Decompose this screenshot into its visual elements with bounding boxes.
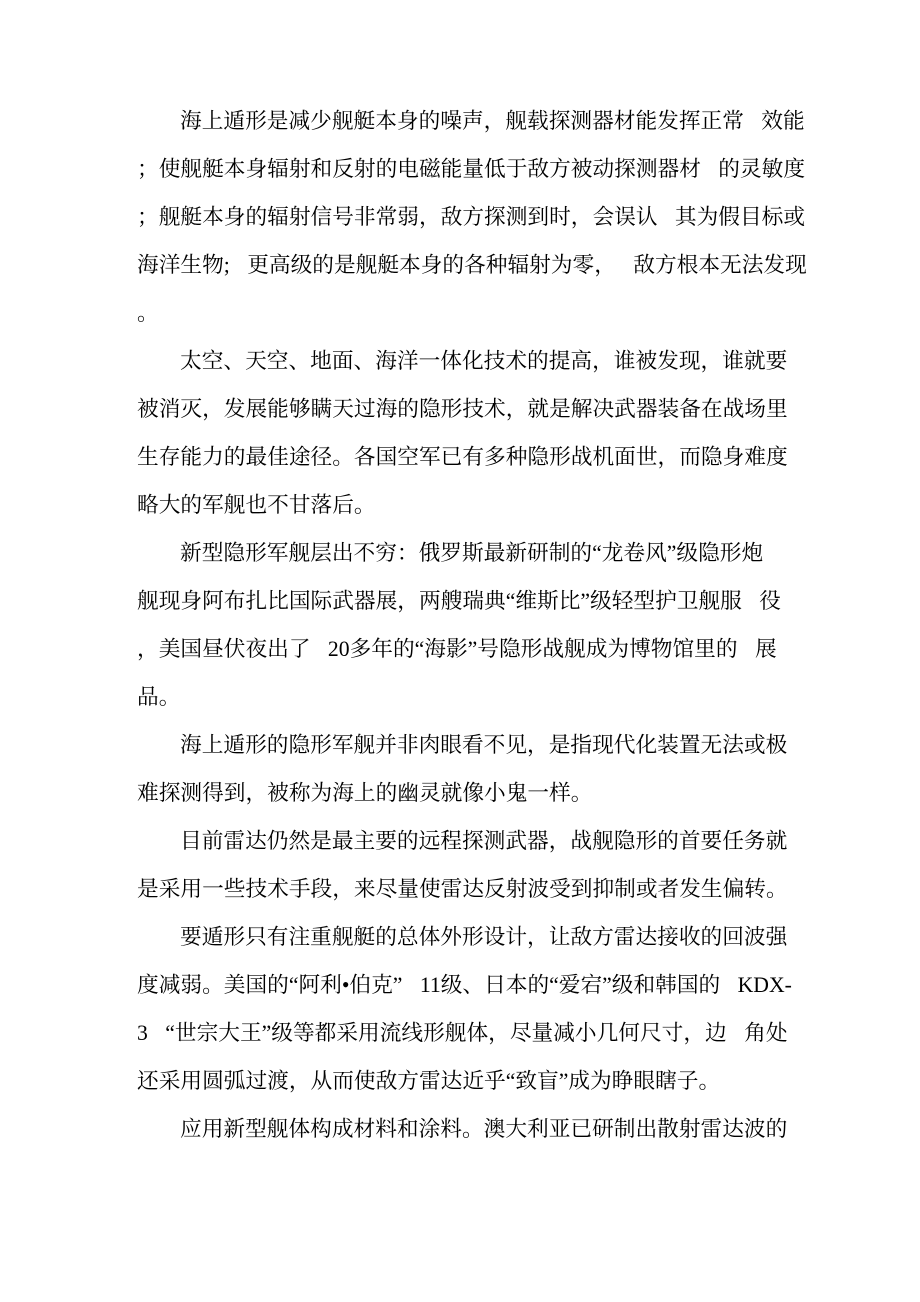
text-line: 生存能力的最佳途径。各国空军已有多种隐形战机面世，而隐身难度	[137, 445, 788, 469]
text-line: 海上遁形的隐形军舰并非肉眼看不见，是指现代化装置无法或极	[180, 733, 788, 757]
text-line: 太空、天空、地面、海洋一体化技术的提高，谁被发现，谁就要	[180, 349, 788, 373]
text-line: 度减弱。美国的“阿利•伯克” 11级、日本的“爱宕”级和韩国的 KDX-	[137, 973, 792, 997]
text-line: 是采用一些技术手段，来尽量使雷达反射波受到抑制或者发生偏转。	[137, 877, 788, 901]
text-line: 品。	[137, 685, 181, 709]
document-body	[137, 97, 807, 1153]
text-line: 还采用圆弧过渡，从而使敌方雷达近乎“致盲”成为睁眼瞎子。	[137, 1069, 721, 1093]
text-line: 3 “世宗大王”级等都采用流线形舰体，尽量减小几何尺寸，边 角处	[137, 1021, 788, 1045]
text-line: ；使舰艇本身辐射和反射的电磁能量低于敌方被动探测器材 的灵敏度	[137, 157, 806, 181]
text-line: 略大的军舰也不甘落后。	[137, 493, 376, 517]
text-line: 目前雷达仍然是最主要的远程探测武器，战舰隐形的首要任务就	[180, 829, 788, 853]
text-line: 应用新型舰体构成材料和涂料。澳大利亚已研制出散射雷达波的	[180, 1117, 788, 1141]
text-line: 舰现身阿布扎比国际武器展，两艘瑞典“维斯比”级轻型护卫舰服 役	[137, 589, 781, 613]
text-line: ，美国昼伏夜出了 20多年的“海影”号隐形战舰成为博物馆里的 展	[137, 637, 777, 661]
text-line: 被消灭，发展能够瞒天过海的隐形技术，就是解决武器装备在战场里	[137, 397, 788, 421]
text-line: 海上遁形是减少舰艇本身的噪声，舰载探测器材能发挥正常 效能	[180, 109, 805, 133]
text-line: 。	[137, 301, 159, 325]
text-line: 海洋生物; 更高级的是舰艇本身的各种辐射为零， 敌方根本无法发现	[137, 253, 807, 277]
text-line: 新型隐形军舰层出不穷：俄罗斯最新研制的“龙卷风”级隐形炮	[180, 541, 764, 565]
text-line: 要遁形只有注重舰艇的总体外形设计，让敌方雷达接收的回波强	[180, 925, 788, 949]
text-line: 难探测得到，被称为海上的幽灵就像小鬼一样。	[137, 781, 593, 805]
text-line: ；舰艇本身的辐射信号非常弱，敌方探测到时，会误认 其为假目标或	[137, 205, 806, 229]
